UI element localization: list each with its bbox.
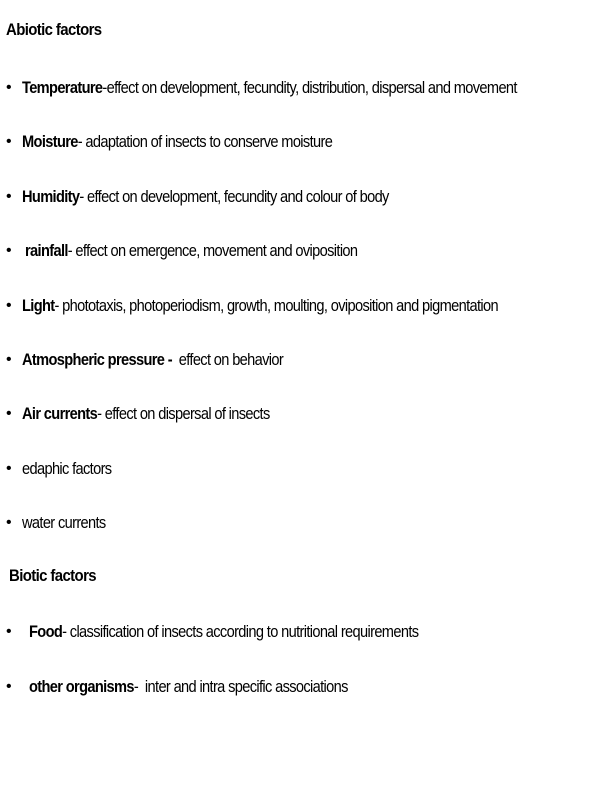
item-description: - inter and intra specific associations: [133, 677, 348, 696]
item-description: - effect on dispersal of insects: [97, 404, 270, 423]
abiotic-heading: Abiotic factors: [6, 20, 102, 39]
item-description: - effect on development, fecundity and colour of body: [79, 187, 389, 206]
list-item-moisture: [6, 130, 383, 154]
item-description: -effect on development, fecundity, distribution, dispersal and movement: [102, 78, 517, 97]
item-description: edaphic factors: [22, 459, 112, 478]
list-item-food: [6, 620, 482, 644]
item-term: Atmospheric pressure -: [22, 350, 172, 369]
list-item-humidity: [6, 185, 448, 209]
bullet-icon: •: [6, 79, 12, 96]
bullet-icon: •: [6, 242, 12, 259]
bullet-icon: •: [6, 405, 12, 422]
item-term: other organisms: [29, 677, 134, 696]
bullet-icon: •: [6, 460, 12, 477]
bullet-icon: •: [6, 678, 12, 695]
item-term: Temperature: [22, 78, 103, 97]
list-item-air-currents: [6, 402, 310, 426]
list-item-other-organisms: [6, 675, 400, 699]
item-description: - effect on emergence, movement and oviposition: [67, 241, 358, 260]
bullet-icon: •: [6, 623, 12, 640]
bullet-icon: •: [6, 514, 12, 531]
list-item-temperature: [6, 76, 597, 100]
bullet-icon: •: [6, 297, 12, 314]
item-term: Light: [22, 296, 55, 315]
item-description: effect on behavior: [171, 350, 284, 369]
list-item-edaphic-factors: [6, 457, 126, 481]
item-term: rainfall: [25, 241, 68, 260]
item-description: - classification of insects according to nutritional requirements: [62, 622, 419, 641]
biotic-heading: Biotic factors: [9, 566, 96, 585]
bullet-icon: •: [6, 133, 12, 150]
list-item-rainfall: [6, 239, 412, 263]
item-description: - phototaxis, photoperiodism, growth, moulting, oviposition and pigmentation: [54, 296, 498, 315]
item-description: water currents: [22, 513, 106, 532]
bullet-icon: •: [6, 188, 12, 205]
item-term: Food: [29, 622, 63, 641]
bullet-icon: •: [6, 351, 12, 368]
item-term: Humidity: [22, 187, 80, 206]
item-description: - adaptation of insects to conserve moisture: [77, 132, 333, 151]
item-term: Air currents: [22, 404, 98, 423]
list-item-atmospheric-pressure: [6, 348, 326, 372]
list-item-water-currents: [6, 511, 119, 535]
list-item-light: [6, 294, 575, 318]
item-term: Moisture: [22, 132, 78, 151]
